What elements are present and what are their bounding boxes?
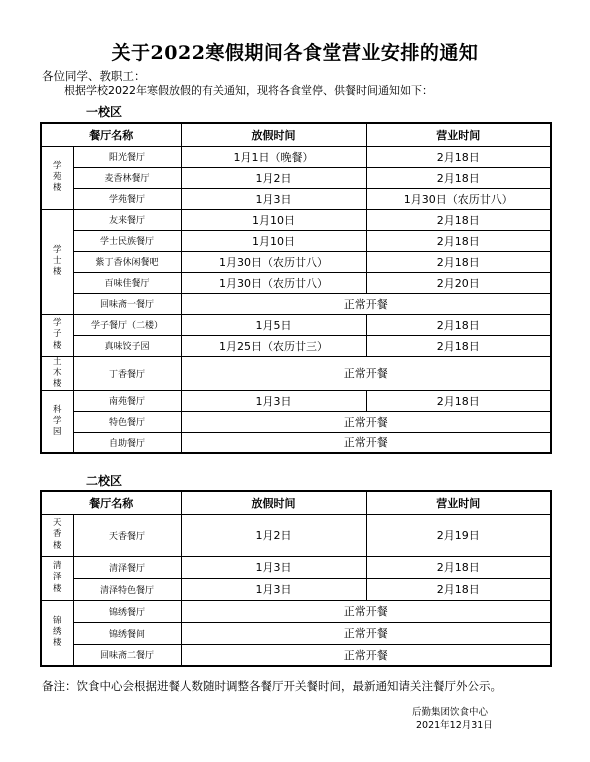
table-row — [41, 514, 551, 556]
header-row — [41, 491, 551, 514]
campus1-table — [40, 122, 552, 454]
restaurant-name: 百味佳餐厅 — [73, 272, 181, 293]
table-row — [41, 356, 551, 390]
table-row — [41, 188, 551, 209]
off-date: 1月3日 — [181, 556, 366, 578]
open-date: 2月20日 — [366, 272, 551, 293]
off-date: 1月10日 — [181, 209, 366, 230]
restaurant-name: 锦绣餐间 — [73, 622, 181, 644]
building-label: 锦绣楼 — [52, 616, 62, 649]
off-date: 1月3日 — [181, 188, 366, 209]
normal-service-cell: 正常开餐 — [181, 600, 551, 622]
normal-service-cell: 正常开餐 — [181, 432, 551, 453]
normal-service-cell: 正常开餐 — [181, 644, 551, 666]
restaurant-name: 真味饺子园 — [73, 335, 181, 356]
normal-service-cell: 正常开餐 — [181, 356, 551, 390]
restaurant-name: 回味斋一餐厅 — [73, 293, 181, 314]
restaurant-name: 自助餐厅 — [73, 432, 181, 453]
open-date: 2月18日 — [366, 209, 551, 230]
header-open: 营业时间 — [366, 491, 551, 514]
open-date: 2月18日 — [366, 390, 551, 411]
building-cell — [41, 314, 73, 356]
off-date: 1月30日（农历廿八） — [181, 272, 366, 293]
restaurant-name: 丁香餐厅 — [73, 356, 181, 390]
open-date: 2月19日 — [366, 514, 551, 556]
header-off: 放假时间 — [181, 123, 366, 146]
header-row — [41, 123, 551, 146]
intro-text: 根据学校2022年寒假放假的有关通知，现将各食堂停、供餐时间通知如下： — [64, 84, 433, 97]
table-row — [41, 335, 551, 356]
open-date: 2月18日 — [366, 167, 551, 188]
restaurant-name: 友来餐厅 — [73, 209, 181, 230]
restaurant-name: 清泽特色餐厅 — [73, 578, 181, 600]
off-date: 1月2日 — [181, 167, 366, 188]
normal-service-cell: 正常开餐 — [181, 622, 551, 644]
building-label: 科学园 — [52, 404, 62, 437]
normal-service-cell: 正常开餐 — [181, 293, 551, 314]
off-date: 1月10日 — [181, 230, 366, 251]
table-row — [41, 644, 551, 666]
table-row — [41, 600, 551, 622]
restaurant-name: 学士民族餐厅 — [73, 230, 181, 251]
table-row — [41, 432, 551, 453]
table-row — [41, 390, 551, 411]
restaurant-name: 学子餐厅（二楼） — [73, 314, 181, 335]
issue-date: 2021年12月31日 — [416, 720, 493, 731]
building-label: 学士楼 — [52, 244, 62, 278]
off-date: 1月1日（晚餐） — [181, 146, 366, 167]
off-date: 1月2日 — [181, 514, 366, 556]
building-cell — [41, 514, 73, 556]
normal-service-cell: 正常开餐 — [181, 411, 551, 432]
signer: 后勤集团饮食中心 — [412, 707, 489, 718]
restaurant-name: 紫丁香休闲餐吧 — [73, 251, 181, 272]
building-cell — [41, 146, 73, 209]
table-row — [41, 167, 551, 188]
restaurant-name: 南苑餐厅 — [73, 390, 181, 411]
restaurant-name: 学苑餐厅 — [73, 188, 181, 209]
table-row — [41, 314, 551, 335]
restaurant-name: 天香餐厅 — [73, 514, 181, 556]
building-label: 学苑楼 — [52, 160, 62, 194]
restaurant-name: 清泽餐厅 — [73, 556, 181, 578]
open-date: 2月18日 — [366, 314, 551, 335]
restaurant-name: 麦香林餐厅 — [73, 167, 181, 188]
off-date: 1月30日（农历廿八） — [181, 251, 366, 272]
restaurant-name: 阳光餐厅 — [73, 146, 181, 167]
table-row — [41, 578, 551, 600]
campus2-label: 二校区 — [86, 474, 123, 488]
building-cell — [41, 600, 73, 666]
header-open: 营业时间 — [366, 123, 551, 146]
table-row — [41, 209, 551, 230]
building-label: 土木楼 — [52, 356, 62, 389]
table-row — [41, 411, 551, 432]
table-row — [41, 251, 551, 272]
header-name: 餐厅名称 — [41, 123, 181, 146]
building-label: 天香楼 — [52, 518, 62, 551]
table-row — [41, 556, 551, 578]
header-name: 餐厅名称 — [41, 491, 181, 514]
off-date: 1月5日 — [181, 314, 366, 335]
restaurant-name: 特色餐厅 — [73, 411, 181, 432]
building-cell — [41, 556, 73, 600]
off-date: 1月3日 — [181, 390, 366, 411]
building-label: 学子楼 — [52, 318, 62, 351]
notice-title: 关于2022寒假期间各食堂营业安排的通知 — [111, 42, 479, 64]
open-date: 2月18日 — [366, 335, 551, 356]
table-row — [41, 622, 551, 644]
campus1-label: 一校区 — [86, 105, 123, 119]
greeting: 各位同学、教职工： — [42, 69, 146, 83]
open-date: 1月30日（农历廿八） — [366, 188, 551, 209]
open-date: 2月18日 — [366, 556, 551, 578]
open-date: 2月18日 — [366, 251, 551, 272]
building-cell — [41, 209, 73, 314]
table-row — [41, 293, 551, 314]
building-cell — [41, 356, 73, 390]
building-cell — [41, 390, 73, 453]
open-date: 2月18日 — [366, 230, 551, 251]
campus2-table — [40, 490, 552, 667]
table-row — [41, 272, 551, 293]
open-date: 2月18日 — [366, 578, 551, 600]
table-row — [41, 230, 551, 251]
open-date: 2月18日 — [366, 146, 551, 167]
header-off: 放假时间 — [181, 491, 366, 514]
table-row — [41, 146, 551, 167]
restaurant-name: 锦绣餐厅 — [73, 600, 181, 622]
restaurant-name: 回味斋二餐厅 — [73, 644, 181, 666]
footnote: 备注：饮食中心会根据进餐人数随时调整各餐厅开关餐时间，最新通知请关注餐厅外公示。 — [42, 679, 502, 693]
off-date: 1月3日 — [181, 578, 366, 600]
off-date: 1月25日（农历廿三） — [181, 335, 366, 356]
building-label: 清泽楼 — [52, 561, 62, 594]
